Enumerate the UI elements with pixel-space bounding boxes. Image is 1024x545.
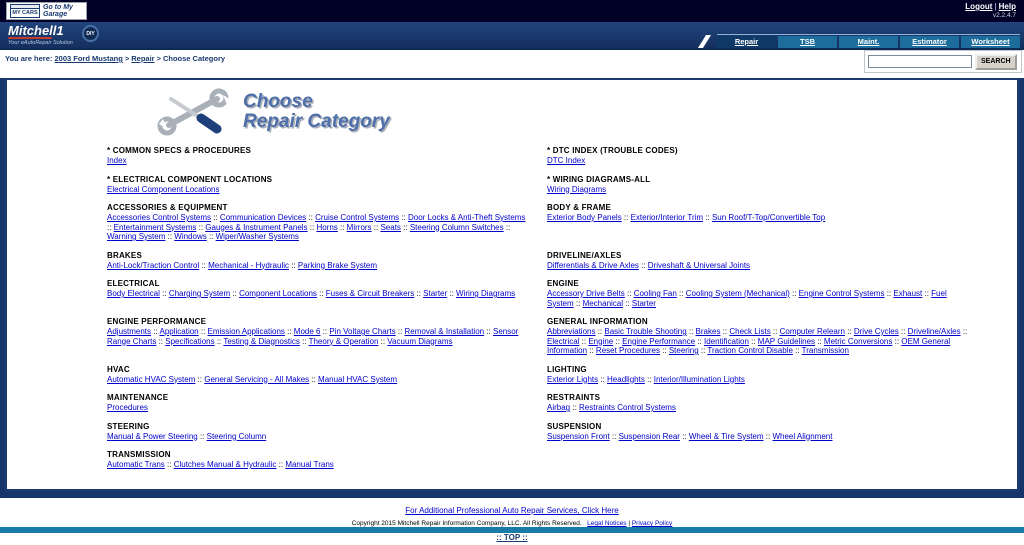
link-separator: :: bbox=[400, 222, 410, 232]
category-link[interactable]: Automatic HVAC System bbox=[107, 374, 196, 384]
category-link[interactable]: Wheel Alignment bbox=[772, 431, 833, 441]
category-title: LIGHTING bbox=[547, 364, 587, 374]
link-separator: :: bbox=[763, 431, 773, 441]
category-link[interactable]: Warning System bbox=[107, 232, 166, 241]
link-separator: :: bbox=[307, 222, 317, 232]
category-links bbox=[107, 327, 531, 346]
category-link[interactable]: Mode 6 bbox=[293, 327, 321, 336]
link-separator: :: bbox=[320, 327, 330, 336]
category-link[interactable]: Wiring Diagrams bbox=[547, 184, 607, 194]
category-link[interactable]: Specifications bbox=[165, 336, 215, 346]
link-separator: :: bbox=[659, 346, 669, 355]
link-separator: :: bbox=[230, 289, 240, 298]
category-link[interactable]: Engine bbox=[588, 336, 614, 346]
link-separator: :: bbox=[892, 336, 902, 346]
mitchell1-logo[interactable] bbox=[8, 24, 73, 46]
search-input[interactable] bbox=[868, 55, 972, 68]
category-title: BODY & FRAME bbox=[547, 203, 612, 212]
link-separator: :: bbox=[792, 346, 802, 355]
category-link[interactable]: Cooling Fan bbox=[633, 289, 677, 298]
category-link[interactable]: Sensor Range Charts bbox=[107, 327, 519, 346]
category-link[interactable]: Abbreviations bbox=[547, 327, 596, 336]
link-separator: :: bbox=[484, 327, 493, 336]
category-link[interactable]: Mirrors bbox=[346, 222, 372, 232]
link-separator: :: bbox=[306, 213, 316, 222]
link-separator: :: bbox=[587, 346, 596, 355]
brand-nav-bar bbox=[0, 22, 1024, 50]
tab-estimator[interactable]: Estimator bbox=[900, 36, 959, 48]
category-link[interactable]: Exhaust bbox=[893, 289, 923, 298]
link-separator: :: bbox=[276, 460, 286, 469]
category-link[interactable]: Exterior/Interior Trim bbox=[630, 213, 704, 222]
version-label: v2.2.4.7 bbox=[992, 12, 1016, 19]
category-link[interactable]: Brakes bbox=[695, 327, 721, 336]
tab-bar bbox=[717, 34, 1020, 48]
tab-maint[interactable]: Maint. bbox=[839, 36, 898, 48]
search-button[interactable]: SEARCH bbox=[975, 54, 1017, 70]
link-separator: :: bbox=[695, 336, 704, 346]
link-separator: :: bbox=[570, 403, 580, 412]
category-section bbox=[107, 251, 541, 271]
category-link[interactable]: Engine Performance bbox=[622, 336, 696, 346]
category-links bbox=[547, 327, 971, 356]
category-section bbox=[107, 203, 541, 242]
category-link[interactable]: General Servicing - All Makes bbox=[204, 374, 310, 384]
category-title: * COMMON SPECS & PROCEDURES bbox=[107, 146, 252, 155]
link-separator: :: bbox=[399, 213, 408, 222]
category-section bbox=[107, 146, 541, 166]
category-links bbox=[547, 403, 971, 413]
category-empty bbox=[547, 450, 981, 470]
link-separator: :: bbox=[720, 327, 730, 336]
category-section bbox=[547, 279, 981, 308]
link-separator: :: bbox=[197, 431, 207, 441]
category-link[interactable]: Driveshaft & Universal Joints bbox=[647, 260, 751, 270]
category-link[interactable]: Sun Roof/T-Top/Convertible Top bbox=[711, 213, 826, 222]
license-plate-icon bbox=[10, 4, 40, 18]
category-link[interactable]: Headlights bbox=[607, 374, 645, 384]
category-links bbox=[107, 375, 531, 385]
category-section bbox=[547, 203, 981, 242]
category-links bbox=[107, 261, 531, 271]
link-separator: :: bbox=[598, 374, 608, 384]
category-link[interactable]: Accessories Control Systems bbox=[107, 213, 212, 222]
logout-help-divider: | bbox=[994, 2, 997, 11]
category-link[interactable]: Drive Cycles bbox=[853, 327, 899, 336]
breadcrumb-repair-link[interactable]: Repair bbox=[131, 54, 155, 63]
category-title: ACCESSORIES & EQUIPMENT bbox=[107, 203, 228, 212]
link-separator: :: bbox=[679, 431, 689, 441]
link-separator: :: bbox=[898, 327, 908, 336]
category-link[interactable]: Cruise Control Systems bbox=[315, 213, 400, 222]
category-link[interactable]: Gauges & Instrument Panels bbox=[205, 222, 308, 232]
link-separator: :: bbox=[395, 327, 405, 336]
main-region bbox=[0, 78, 1024, 491]
category-link[interactable]: Clutches Manual & Hydraulic bbox=[173, 460, 277, 469]
category-link[interactable]: Wiring Diagrams bbox=[456, 289, 516, 298]
link-separator: :: bbox=[284, 327, 294, 336]
category-title: TRANSMISSION bbox=[107, 450, 171, 459]
category-title: * DTC INDEX (TROUBLE CODES) bbox=[547, 146, 678, 155]
link-separator: :: bbox=[371, 222, 381, 232]
category-links bbox=[547, 261, 971, 271]
category-link[interactable]: Anti-Lock/Traction Control bbox=[107, 260, 200, 270]
category-link[interactable]: Automatic Trans bbox=[107, 460, 165, 469]
link-separator: :: bbox=[309, 374, 319, 384]
link-separator: :: bbox=[698, 346, 708, 355]
category-link[interactable]: Vacuum Diagrams bbox=[387, 336, 453, 346]
category-link[interactable]: Mechanical bbox=[582, 298, 624, 308]
link-separator: :: bbox=[159, 289, 169, 298]
category-section bbox=[107, 422, 541, 442]
category-title: MAINTENANCE bbox=[107, 393, 169, 402]
category-links bbox=[107, 185, 531, 195]
category-link[interactable]: DTC Index bbox=[547, 156, 586, 165]
footer-services-link[interactable]: For Additional Professional Auto Repair Services, Click Here bbox=[405, 506, 619, 515]
category-title: SUSPENSION bbox=[547, 421, 602, 431]
category-link[interactable]: MAP Guidelines bbox=[757, 336, 816, 346]
category-link[interactable]: Index bbox=[107, 156, 127, 165]
category-link[interactable]: Differentials & Drive Axles bbox=[547, 260, 639, 270]
category-link[interactable]: Suspension Rear bbox=[618, 431, 680, 441]
category-link[interactable]: Starter bbox=[631, 298, 656, 308]
go-to-my-garage-button[interactable] bbox=[6, 2, 87, 20]
breadcrumb-current: Choose Category bbox=[162, 54, 226, 63]
category-link[interactable]: OEM General Information bbox=[547, 336, 951, 355]
category-link[interactable]: Basic Trouble Shooting bbox=[604, 327, 687, 336]
category-link[interactable]: Steering Column bbox=[206, 431, 267, 441]
category-links bbox=[107, 156, 531, 166]
category-link[interactable]: Removal & Installation bbox=[404, 327, 485, 336]
link-separator: :: bbox=[748, 336, 758, 346]
link-separator: :: bbox=[211, 213, 220, 222]
category-link[interactable]: Fuses & Circuit Breakers bbox=[325, 289, 415, 298]
copyright-text: Copyright 2015 Mitchell Repair Information Company, LLC. All Rights Reserved. bbox=[351, 520, 582, 527]
category-link[interactable]: Reset Procedures bbox=[595, 346, 660, 355]
category-link[interactable]: Horns bbox=[316, 222, 338, 232]
category-link[interactable]: Adjustments bbox=[107, 327, 152, 336]
footer bbox=[0, 498, 1024, 542]
category-link[interactable]: Manual & Power Steering bbox=[107, 431, 198, 441]
category-section bbox=[107, 279, 541, 308]
tab-worksheet[interactable]: Worksheet bbox=[961, 36, 1020, 48]
category-title: STEERING bbox=[107, 421, 150, 431]
category-title: GENERAL INFORMATION bbox=[547, 317, 648, 326]
link-separator: :: bbox=[815, 336, 824, 346]
link-separator: :: bbox=[107, 222, 114, 232]
category-link[interactable]: Seats bbox=[380, 222, 401, 232]
category-links bbox=[547, 213, 971, 223]
category-link[interactable]: Exterior Lights bbox=[547, 374, 599, 384]
link-separator: :: bbox=[579, 336, 589, 346]
category-section bbox=[107, 450, 541, 470]
category-link[interactable]: Communication Devices bbox=[219, 213, 307, 222]
category-links bbox=[547, 185, 971, 195]
category-section bbox=[107, 317, 541, 356]
link-separator: :: bbox=[414, 289, 424, 298]
link-separator: :: bbox=[703, 213, 712, 222]
category-link[interactable]: Engine Control Systems bbox=[798, 289, 885, 298]
category-links bbox=[547, 156, 971, 166]
link-separator: :: bbox=[789, 289, 799, 298]
link-separator: :: bbox=[884, 289, 894, 298]
category-link[interactable]: Wheel & Tire System bbox=[688, 431, 764, 441]
link-separator: :: bbox=[337, 222, 347, 232]
category-link[interactable]: Fuel System bbox=[547, 289, 947, 308]
link-separator: :: bbox=[206, 232, 216, 241]
category-link[interactable]: Check Lists bbox=[729, 327, 771, 336]
link-separator: :: bbox=[922, 289, 932, 298]
link-separator: :: bbox=[624, 289, 634, 298]
category-links bbox=[107, 213, 531, 242]
category-link[interactable]: Mechanical - Hydraulic bbox=[208, 260, 289, 270]
category-link[interactable]: Theory & Operation bbox=[308, 336, 379, 346]
breadcrumb-search-strip bbox=[0, 50, 1024, 78]
garage-label: Go to My Garage bbox=[43, 3, 73, 18]
category-link[interactable]: Manual Trans bbox=[285, 460, 334, 469]
logo-text: Mitchell1 bbox=[8, 23, 64, 38]
category-section bbox=[547, 422, 981, 442]
breadcrumb bbox=[5, 54, 225, 63]
category-link[interactable]: Accessory Drive Belts bbox=[547, 289, 625, 298]
category-section bbox=[107, 393, 541, 413]
page-title: Choose Repair Category bbox=[243, 91, 390, 132]
category-section bbox=[107, 365, 541, 385]
category-link[interactable]: Electrical Component Locations bbox=[107, 184, 220, 194]
diy-badge-icon: DIY bbox=[82, 25, 99, 42]
category-link[interactable]: Exterior Body Panels bbox=[547, 213, 622, 222]
category-title: ENGINE bbox=[547, 279, 579, 288]
footer-navy-bar bbox=[0, 491, 1024, 498]
link-separator: :: bbox=[609, 431, 619, 441]
back-to-top-link[interactable]: :: TOP :: bbox=[496, 533, 528, 542]
link-separator: :: bbox=[638, 260, 648, 270]
footer-divider: | bbox=[628, 520, 631, 527]
top-utility-bar bbox=[0, 0, 1024, 22]
category-section bbox=[547, 365, 981, 385]
breadcrumb-vehicle-link[interactable]: 2003 Ford Mustang bbox=[54, 54, 123, 63]
category-link[interactable]: Steering bbox=[668, 346, 699, 355]
link-separator: :: bbox=[378, 336, 388, 346]
category-links bbox=[107, 289, 531, 299]
category-link[interactable]: Transmission bbox=[801, 346, 849, 355]
breadcrumb-separator: > bbox=[124, 54, 130, 63]
page-title-block bbox=[157, 86, 1017, 138]
category-link[interactable]: Steering Column Switches bbox=[409, 222, 504, 232]
category-link[interactable]: Restraints Control Systems bbox=[579, 403, 676, 412]
category-link[interactable]: Parking Brake System bbox=[297, 260, 378, 270]
category-link[interactable]: Testing & Diagnostics bbox=[223, 336, 300, 346]
category-title: BRAKES bbox=[107, 250, 142, 260]
link-separator: :: bbox=[214, 336, 224, 346]
link-separator: :: bbox=[196, 222, 206, 232]
category-link[interactable]: Charging System bbox=[168, 289, 231, 298]
tab-tsb[interactable]: TSB bbox=[778, 36, 837, 48]
link-separator: :: bbox=[644, 374, 654, 384]
link-separator: :: bbox=[199, 260, 209, 270]
category-link[interactable]: Pin Voltage Charts bbox=[329, 327, 396, 336]
category-title: ENGINE PERFORMANCE bbox=[107, 317, 207, 326]
category-section bbox=[547, 146, 981, 166]
category-links bbox=[547, 289, 971, 308]
category-links bbox=[107, 432, 531, 442]
link-separator: :: bbox=[165, 232, 175, 241]
link-separator: :: bbox=[573, 298, 583, 308]
link-separator: :: bbox=[299, 336, 309, 346]
breadcrumb-prefix: You are here: bbox=[5, 54, 53, 63]
logo-tagline: Your eAutoRepair Solution bbox=[8, 40, 73, 46]
link-separator: :: bbox=[613, 336, 623, 346]
category-title: ELECTRICAL bbox=[107, 279, 160, 288]
category-link[interactable]: Manual HVAC System bbox=[318, 374, 398, 384]
category-link[interactable]: Cooling System (Mechanical) bbox=[685, 289, 790, 298]
category-links bbox=[107, 403, 531, 413]
category-link[interactable]: Metric Conversions bbox=[823, 336, 893, 346]
category-link[interactable]: Interior/Illumination Lights bbox=[653, 374, 745, 384]
link-separator: :: bbox=[316, 289, 326, 298]
link-separator: :: bbox=[844, 327, 854, 336]
category-section bbox=[547, 175, 981, 195]
category-link[interactable]: Emission Applications bbox=[207, 327, 285, 336]
category-section bbox=[547, 251, 981, 271]
category-title: HVAC bbox=[107, 364, 130, 374]
plate-label: MY CARS bbox=[12, 10, 38, 16]
category-title: DRIVELINE/AXLES bbox=[547, 250, 622, 260]
tab-repair[interactable]: Repair bbox=[717, 36, 776, 48]
wrench-screwdriver-icon bbox=[157, 89, 231, 135]
category-link[interactable]: Entertainment Systems bbox=[113, 222, 197, 232]
category-section bbox=[547, 393, 981, 413]
category-link[interactable]: Body Electrical bbox=[107, 289, 160, 298]
category-section bbox=[107, 175, 541, 195]
category-link[interactable]: Door Locks & Anti-Theft Systems bbox=[408, 213, 526, 222]
content-panel bbox=[5, 78, 1019, 491]
category-links bbox=[547, 375, 971, 385]
logout-link[interactable]: Logout bbox=[965, 2, 993, 11]
category-link[interactable]: Traction Control Disable bbox=[707, 346, 793, 355]
category-link[interactable]: Identification bbox=[703, 336, 749, 346]
category-link[interactable]: Component Locations bbox=[239, 289, 317, 298]
help-link[interactable]: Help bbox=[998, 2, 1016, 11]
category-link[interactable]: Computer Relearn bbox=[779, 327, 845, 336]
link-separator: :: bbox=[621, 213, 631, 222]
category-links bbox=[547, 432, 971, 442]
category-links bbox=[107, 460, 531, 470]
category-link[interactable]: Electrical bbox=[547, 336, 580, 346]
tab-diagonal-decoration bbox=[698, 35, 711, 48]
link-separator: :: bbox=[770, 327, 780, 336]
link-separator: :: bbox=[151, 327, 160, 336]
legal-notices-link[interactable]: Legal Notices bbox=[587, 520, 627, 527]
link-separator: :: bbox=[195, 374, 205, 384]
category-title: * ELECTRICAL COMPONENT LOCATIONS bbox=[107, 174, 273, 184]
link-separator: :: bbox=[289, 260, 298, 270]
search-box bbox=[864, 50, 1022, 73]
category-link[interactable]: Driveline/Axles bbox=[907, 327, 961, 336]
link-separator: :: bbox=[676, 289, 686, 298]
category-link[interactable]: Wiper/Washer Systems bbox=[215, 232, 299, 241]
link-separator: :: bbox=[686, 327, 696, 336]
category-link[interactable]: Starter bbox=[423, 289, 448, 298]
link-separator: :: bbox=[595, 327, 605, 336]
category-grid bbox=[107, 146, 1017, 470]
link-separator: :: bbox=[164, 460, 174, 469]
category-link[interactable]: Windows bbox=[174, 232, 207, 241]
category-title: RESTRAINTS bbox=[547, 393, 601, 402]
link-separator: :: bbox=[156, 336, 166, 346]
link-separator: :: bbox=[960, 327, 968, 336]
category-link[interactable]: Airbag bbox=[547, 403, 571, 412]
category-title: * WIRING DIAGRAMS-ALL bbox=[547, 174, 651, 184]
category-link[interactable]: Application bbox=[159, 327, 199, 336]
breadcrumb-separator: > bbox=[156, 54, 161, 63]
link-separator: :: bbox=[623, 298, 632, 308]
link-separator: :: bbox=[198, 327, 208, 336]
link-separator: :: bbox=[447, 289, 457, 298]
privacy-policy-link[interactable]: Privacy Policy bbox=[631, 520, 673, 527]
category-section bbox=[547, 317, 981, 356]
category-link[interactable]: Procedures bbox=[107, 403, 148, 412]
category-link[interactable]: Suspension Front bbox=[547, 431, 610, 441]
link-separator: :: bbox=[503, 222, 511, 232]
